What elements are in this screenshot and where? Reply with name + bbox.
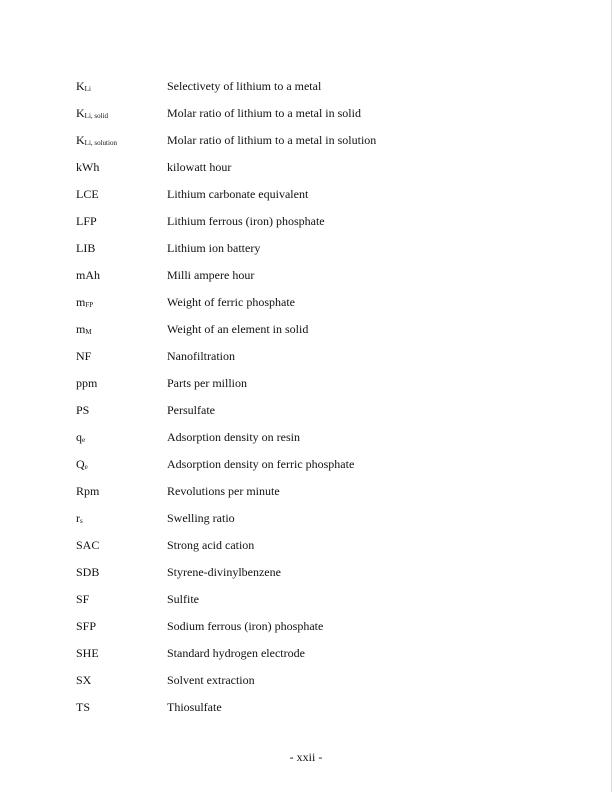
symbol-base: K bbox=[76, 79, 85, 93]
abbreviation-symbol bbox=[76, 645, 167, 672]
abbreviation-row bbox=[76, 537, 556, 564]
symbol-base: SFP bbox=[76, 619, 97, 633]
symbol-base: K bbox=[76, 133, 85, 147]
symbol-subscript: M bbox=[85, 328, 92, 336]
abbreviation-definition: Solvent extraction bbox=[167, 673, 255, 687]
symbol-subscript: Li, solution bbox=[84, 139, 117, 147]
abbreviation-symbol bbox=[76, 564, 167, 591]
abbreviation-definition: Adsorption density on ferric phosphate bbox=[167, 457, 355, 471]
abbreviation-symbol bbox=[76, 456, 167, 483]
abbreviation-definition: Weight of an element in solid bbox=[167, 322, 309, 336]
abbreviation-definition: Sulfite bbox=[167, 592, 199, 606]
abbreviation-symbol bbox=[76, 159, 167, 186]
symbol-base: LIB bbox=[76, 241, 96, 255]
symbol-base: mAh bbox=[76, 268, 100, 282]
symbol-base: kWh bbox=[76, 160, 100, 174]
abbreviation-row bbox=[76, 267, 556, 294]
symbol-base: SAC bbox=[76, 538, 100, 552]
abbreviation-row bbox=[76, 348, 556, 375]
symbol-subscript: e bbox=[82, 436, 86, 444]
abbreviation-definition: Sodium ferrous (iron) phosphate bbox=[167, 619, 324, 633]
abbreviation-symbol bbox=[76, 375, 167, 402]
abbreviation-definition: Swelling ratio bbox=[167, 511, 235, 525]
abbreviation-row bbox=[76, 510, 556, 537]
abbreviation-definition: Parts per million bbox=[167, 376, 247, 390]
abbreviation-definition: Standard hydrogen electrode bbox=[167, 646, 305, 660]
abbreviation-symbol bbox=[76, 699, 167, 726]
symbol-subscript: Li, solid bbox=[84, 112, 109, 120]
abbreviation-definition: Molar ratio of lithium to a metal in solid bbox=[167, 106, 361, 120]
abbreviation-row bbox=[76, 591, 556, 618]
abbreviation-row bbox=[76, 699, 556, 726]
symbol-base: SF bbox=[76, 592, 90, 606]
symbol-base: Rpm bbox=[76, 484, 100, 498]
abbreviation-definition: Nanofiltration bbox=[167, 349, 235, 363]
symbol-base: TS bbox=[76, 700, 91, 714]
abbreviation-row bbox=[76, 78, 556, 105]
abbreviation-definition: Revolutions per minute bbox=[167, 484, 280, 498]
symbol-subscript: Li bbox=[84, 85, 91, 93]
abbreviation-definition: Lithium carbonate equivalent bbox=[167, 187, 309, 201]
abbreviation-definition: Lithium ion battery bbox=[167, 241, 261, 255]
abbreviation-row bbox=[76, 294, 556, 321]
abbreviation-definition: Adsorption density on resin bbox=[167, 430, 300, 444]
symbol-base: Q bbox=[76, 457, 85, 471]
symbol-base: SDB bbox=[76, 565, 100, 579]
abbreviation-row bbox=[76, 564, 556, 591]
abbreviation-definition: Persulfate bbox=[167, 403, 215, 417]
abbreviation-symbol bbox=[76, 510, 167, 537]
abbreviation-row bbox=[76, 321, 556, 348]
abbreviation-row bbox=[76, 456, 556, 483]
symbol-base: SX bbox=[76, 673, 92, 687]
abbreviation-definition: Selectivety of lithium to a metal bbox=[167, 79, 322, 93]
abbreviation-symbol bbox=[76, 132, 167, 159]
page-number: - xxii - bbox=[289, 750, 323, 764]
abbreviation-row bbox=[76, 618, 556, 645]
abbreviation-row bbox=[76, 402, 556, 429]
symbol-base: SHE bbox=[76, 646, 99, 660]
abbreviation-symbol bbox=[76, 105, 167, 132]
abbreviation-definition: Weight of ferric phosphate bbox=[167, 295, 295, 309]
abbreviation-definition: Lithium ferrous (iron) phosphate bbox=[167, 214, 325, 228]
abbreviation-row bbox=[76, 213, 556, 240]
abbreviation-symbol bbox=[76, 672, 167, 699]
abbreviation-row bbox=[76, 159, 556, 186]
abbreviation-row bbox=[76, 645, 556, 672]
abbreviation-symbol bbox=[76, 402, 167, 429]
symbol-base: K bbox=[76, 106, 85, 120]
abbreviation-definition: Strong acid cation bbox=[167, 538, 255, 552]
abbreviation-list bbox=[76, 78, 556, 726]
symbol-subscript: FP bbox=[85, 301, 94, 309]
abbreviation-row bbox=[76, 240, 556, 267]
abbreviation-symbol bbox=[76, 591, 167, 618]
symbol-base: ppm bbox=[76, 376, 98, 390]
abbreviation-symbol bbox=[76, 240, 167, 267]
symbol-base: r bbox=[76, 511, 80, 525]
abbreviation-row bbox=[76, 375, 556, 402]
abbreviation-row bbox=[76, 429, 556, 456]
abbreviation-row bbox=[76, 132, 556, 159]
symbol-base: PS bbox=[76, 403, 90, 417]
symbol-subscript: s bbox=[80, 517, 83, 525]
abbreviation-symbol bbox=[76, 267, 167, 294]
abbreviation-definition: Styrene-divinylbenzene bbox=[167, 565, 281, 579]
symbol-base: NF bbox=[76, 349, 92, 363]
abbreviation-symbol bbox=[76, 78, 167, 105]
abbreviation-symbol bbox=[76, 213, 167, 240]
symbol-base: LCE bbox=[76, 187, 99, 201]
abbreviation-symbol bbox=[76, 186, 167, 213]
abbreviation-definition: Milli ampere hour bbox=[167, 268, 255, 282]
abbreviation-definition: Molar ratio of lithium to a metal in solution bbox=[167, 133, 377, 147]
abbreviation-symbol bbox=[76, 618, 167, 645]
abbreviation-symbol bbox=[76, 348, 167, 375]
symbol-base: m bbox=[76, 322, 86, 336]
abbreviation-definition: Thiosulfate bbox=[167, 700, 222, 714]
abbreviation-symbol bbox=[76, 294, 167, 321]
abbreviation-symbol bbox=[76, 321, 167, 348]
symbol-base: m bbox=[76, 295, 86, 309]
abbreviation-definition: kilowatt hour bbox=[167, 160, 232, 174]
abbreviation-symbol bbox=[76, 537, 167, 564]
abbreviation-row bbox=[76, 186, 556, 213]
abbreviation-row bbox=[76, 105, 556, 132]
abbreviation-symbol bbox=[76, 429, 167, 456]
symbol-subscript: e bbox=[84, 463, 88, 471]
abbreviation-row bbox=[76, 483, 556, 510]
abbreviation-row bbox=[76, 672, 556, 699]
symbol-base: q bbox=[76, 430, 82, 444]
symbol-base: LFP bbox=[76, 214, 97, 228]
abbreviation-symbol bbox=[76, 483, 167, 510]
